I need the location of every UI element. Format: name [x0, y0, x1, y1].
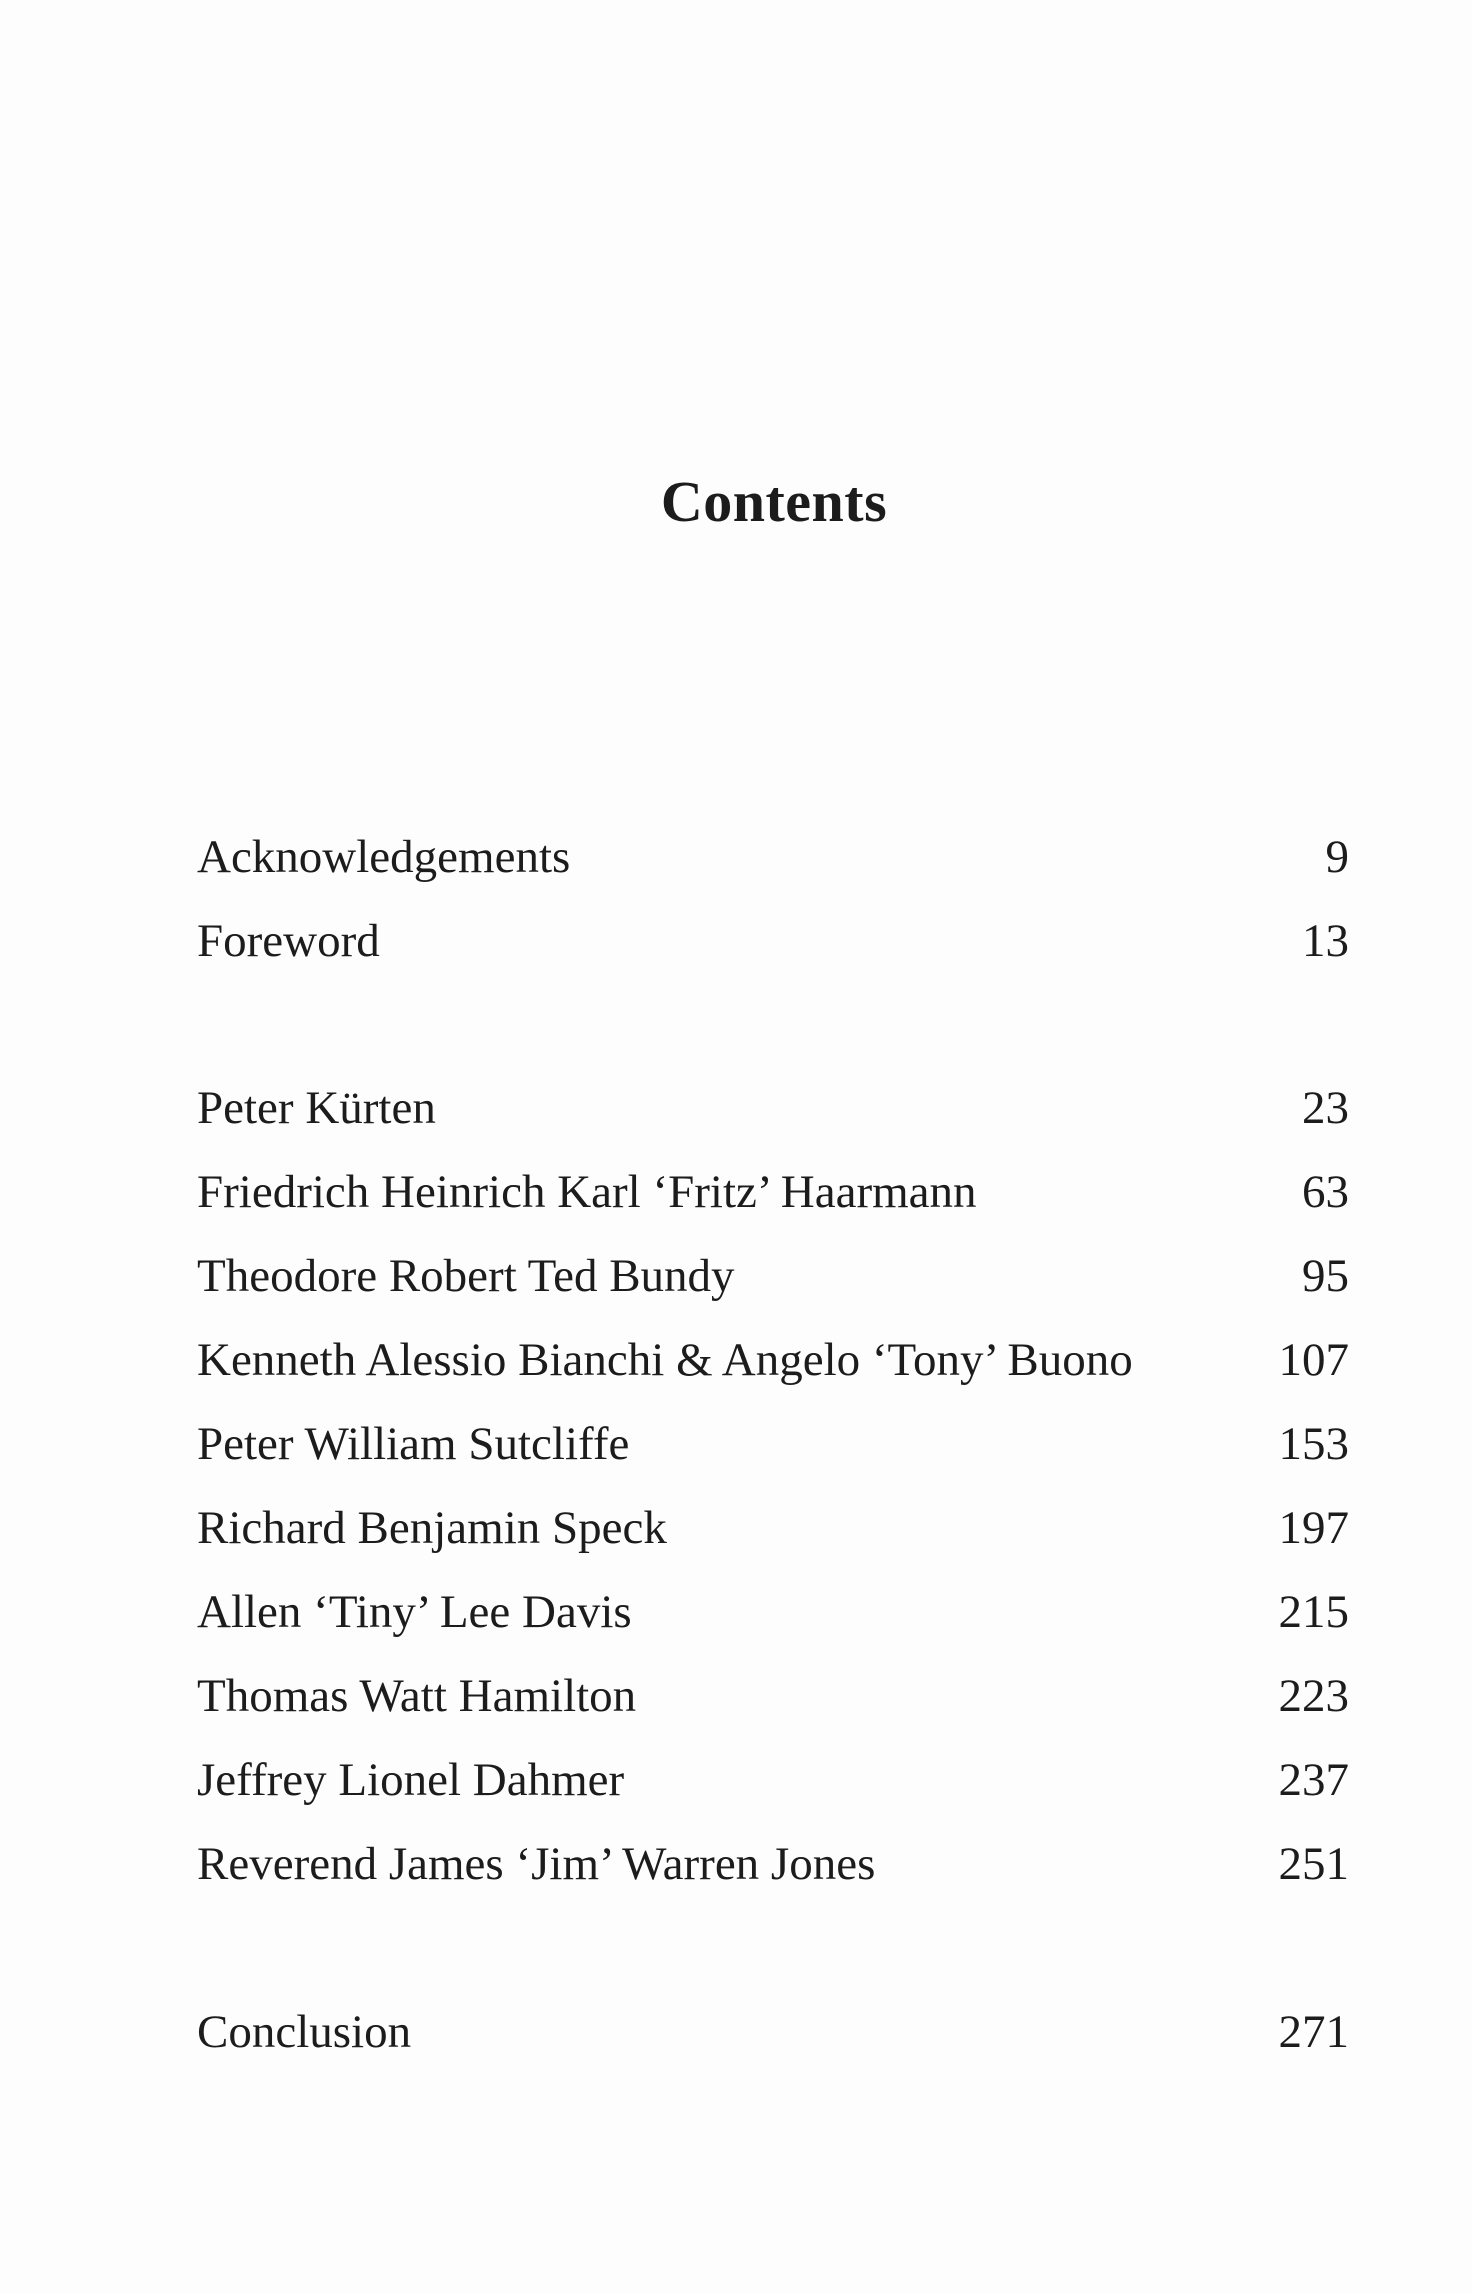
toc-entry-page: 237	[1278, 1754, 1349, 1806]
toc-entry-label: Jeffrey Lionel Dahmer	[197, 1754, 625, 1806]
toc-entry-chapter-10	[197, 1829, 1349, 1899]
toc-entry-chapter-1	[197, 1073, 1349, 1143]
toc-entry-label: Peter William Sutcliffe	[197, 1418, 630, 1470]
toc-entry-page: 107	[1278, 1334, 1349, 1386]
toc-entry-page: 153	[1278, 1418, 1349, 1470]
toc-entry-label: Theodore Robert Ted Bundy	[197, 1250, 735, 1302]
toc-entry-page: 197	[1278, 1502, 1349, 1554]
toc-entry-conclusion	[197, 1997, 1349, 2067]
toc-entry-chapter-7	[197, 1577, 1349, 1647]
toc-entry-label: Foreword	[197, 915, 380, 967]
toc-entry-chapter-3	[197, 1241, 1349, 1311]
toc-entry-label: Conclusion	[197, 2006, 412, 2058]
toc-entry-label: Richard Benjamin Speck	[197, 1502, 667, 1554]
toc-entry-label: Acknowledgements	[197, 831, 571, 883]
toc-entry-chapter-9	[197, 1745, 1349, 1815]
toc-entry-chapter-6	[197, 1493, 1349, 1563]
toc-entry-page: 251	[1278, 1838, 1349, 1890]
toc-entry-page: 223	[1278, 1670, 1349, 1722]
toc-entry-page: 13	[1302, 915, 1349, 967]
toc-entry-chapter-2	[197, 1157, 1349, 1227]
toc-entry-foreword	[197, 906, 1349, 976]
toc-entry-page: 9	[1325, 831, 1349, 883]
toc-entry-page: 215	[1278, 1586, 1349, 1638]
toc-entry-page: 23	[1302, 1082, 1349, 1134]
toc-entry-page: 63	[1302, 1166, 1349, 1218]
toc-entry-page: 95	[1302, 1250, 1349, 1302]
page-title: Contents	[660, 469, 888, 534]
toc-entry-page: 271	[1278, 2006, 1349, 2058]
toc-entry-chapter-4	[197, 1325, 1349, 1395]
toc-entry-chapter-8	[197, 1661, 1349, 1731]
toc-entry-label: Allen ‘Tiny’ Lee Davis	[197, 1586, 632, 1638]
toc-entry-label: Friedrich Heinrich Karl ‘Fritz’ Haarmann	[197, 1166, 977, 1218]
toc-entry-acknowledgements	[197, 822, 1349, 892]
toc-entry-label: Reverend James ‘Jim’ Warren Jones	[197, 1838, 876, 1890]
toc-entry-label: Kenneth Alessio Bianchi & Angelo ‘Tony’ Buono	[197, 1334, 1133, 1386]
toc-entry-label: Peter Kürten	[197, 1082, 436, 1134]
toc-entry-label: Thomas Watt Hamilton	[197, 1670, 637, 1722]
toc-entry-chapter-5	[197, 1409, 1349, 1479]
